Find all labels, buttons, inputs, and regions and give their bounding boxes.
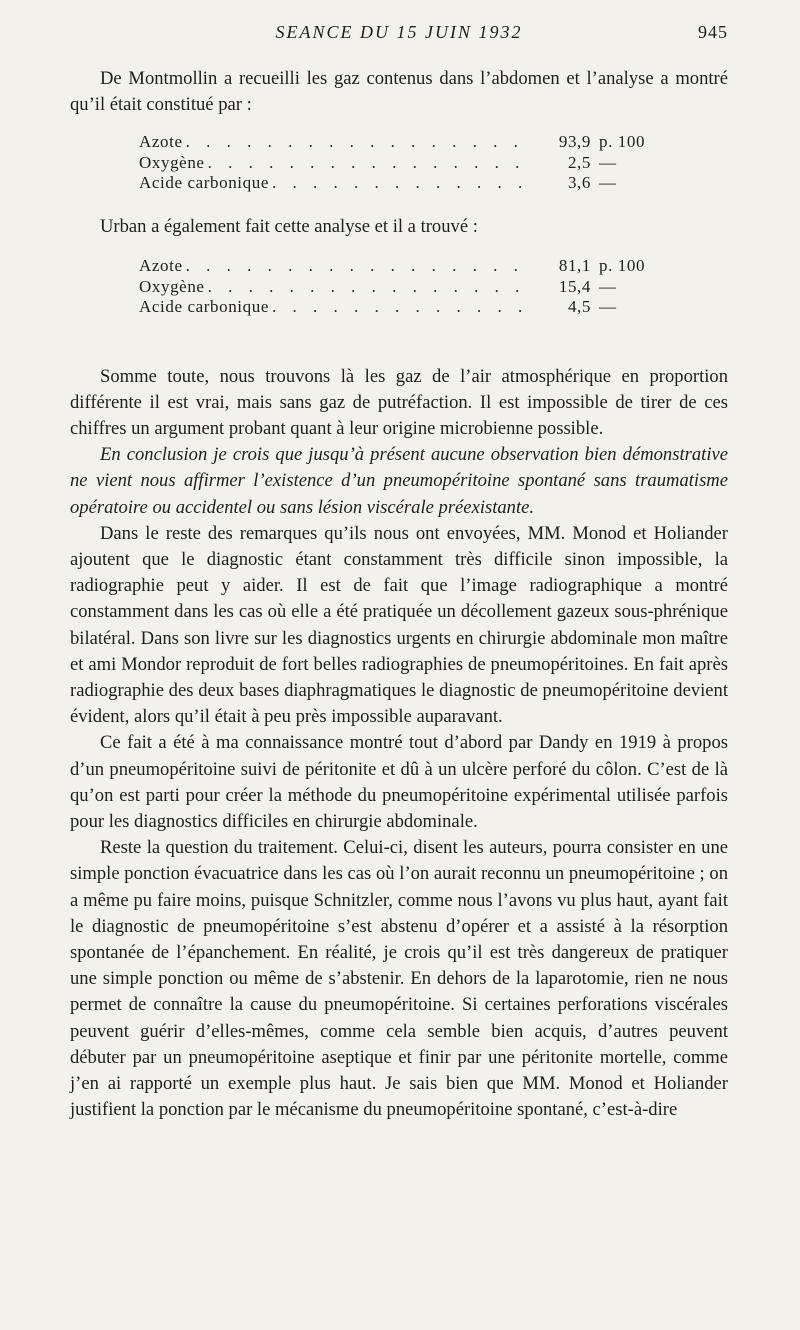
gas-name: Azote xyxy=(139,256,183,276)
running-header xyxy=(70,22,728,46)
paragraph-montmollin-intro: De Montmollin a recueilli les gaz contenus dans l’abdomen et l’analyse a montré qu’il était constitué par : xyxy=(70,68,728,116)
gas-row xyxy=(139,277,657,298)
paragraph-radiographie: Dans le reste des remarques qu’ils nous ont envoyées, MM. Monod et Holiander ajoutent que le diagnostic étant constamment très difficile sinon impossible, la radiographie peut y aider. Il est de fait que l’image radiographique a montré constamment dans les cas où elle a été pratiquée un décollement gazeux sous-phrénique bilatéral. Dans son livre sur les diagnostics urgents en chirurgie abdominale mon maître et ami Mondor reproduit de fort belles radiographies de pneumopéritoines. En fait après radiographie des deux bases diaphragmatiques le diagnostic de pneumopéritoine devient évident, alors qu’il était à peu près impossible auparavant. xyxy=(70,522,728,728)
body-text xyxy=(70,66,728,1124)
paragraph-spacer xyxy=(70,338,728,364)
gas-name: Oxygène xyxy=(139,276,205,296)
gas-unit: — xyxy=(599,152,617,172)
gas-value: 4,5 xyxy=(567,297,591,317)
running-title: SEANCE DU 15 JUIN 1932 xyxy=(275,22,523,42)
paragraph-traitement: Reste la question du traitement. Celui-ci, disent les auteurs, pourra consister en une simple ponction évacuatrice dans les cas où l’on aurait reconnu un pneumopéritoine ; on a même pu faire moins, puisque Schnitzler, comme nous l’avons vu plus haut, ayant fait le diagnostic de pneumopéritoine s’est abstenu d’opérer et a assisté à la résorption spontanée de l’épanchement. En réalité, je crois qu’il est très dangereux de pratiquer une simple ponction ou même de s’abstenir. En dehors de la laparotomie, rien ne nous permet de connaître la cause du pneumopéritoine. Si certaines perforations viscérales peuvent guérir d’elles-mêmes, comme cela semble bien acquis, d’autres peuvent débuter par un pneumopéritoine aseptique et finir par une péritonite mortelle, comme j’en ai rapporté un exemple plus haut. Je sais bien que MM. Monod et Holiander justifient la ponction par le mécanisme du pneumopéritoine spontané, c’est-à-dire xyxy=(70,837,728,1121)
paragraph-somme-toute: Somme toute, nous trouvons là les gaz de l’air atmosphérique en proportion différente il est vrai, mais sans gaz de putréfaction. Il est impossible de tirer de ces chiffres un argument probant quant à leur origine microbienne possible. xyxy=(70,365,728,440)
dot-leader xyxy=(183,256,529,277)
gas-value: 2,5 xyxy=(567,152,591,172)
gas-name: Oxygène xyxy=(139,152,205,172)
dot-leader xyxy=(205,153,529,174)
gas-value: 3,6 xyxy=(567,173,591,193)
paragraph-urban-intro: Urban a également fait cette analyse et il a trouvé : xyxy=(100,215,478,237)
gas-unit: p. 100 xyxy=(599,132,646,152)
gas-unit: p. 100 xyxy=(599,256,646,276)
gas-row xyxy=(139,297,657,318)
gas-analysis-table-urban xyxy=(139,256,657,318)
dot-leader xyxy=(205,277,529,298)
gas-value: 15,4 xyxy=(558,276,591,296)
gas-name: Azote xyxy=(139,132,183,152)
gas-row xyxy=(139,153,657,174)
gas-name: Acide carbonique xyxy=(139,297,269,317)
dot-leader xyxy=(183,132,529,153)
gas-unit: — xyxy=(599,276,617,296)
gas-unit: — xyxy=(599,297,617,317)
gas-row xyxy=(139,173,657,194)
gas-value: 93,9 xyxy=(558,132,591,152)
gas-unit: — xyxy=(599,173,617,193)
paragraph-dandy: Ce fait a été à ma connaissance montré tout d’abord par Dandy en 1919 à propos d’un pneumopéritoine suivi de péritonite et dû à un ulcère perforé du côlon. C’est de là qu’on est parti pour créer la méthode du pneumopéritoine expérimental utilisée parfois pour les diagnostics difficiles en chirurgie abdominale. xyxy=(70,732,728,833)
gas-value: 81,1 xyxy=(558,256,591,276)
page-number: 945 xyxy=(698,22,728,42)
gas-analysis-table-montmollin xyxy=(139,132,657,194)
dot-leader xyxy=(269,173,529,194)
paragraph-conclusion: En conclusion je crois que jusqu’à présent aucune observation bien démonstrative ne vient nous affirmer l’existence d’un pneumopéritoine spontané sans traumatisme opératoire ou accidentel ou sans lésion viscérale préexistante. xyxy=(70,444,728,518)
dot-leader xyxy=(269,297,529,318)
gas-name: Acide carbonique xyxy=(139,173,269,193)
gas-row xyxy=(139,132,657,153)
gas-row xyxy=(139,256,657,277)
